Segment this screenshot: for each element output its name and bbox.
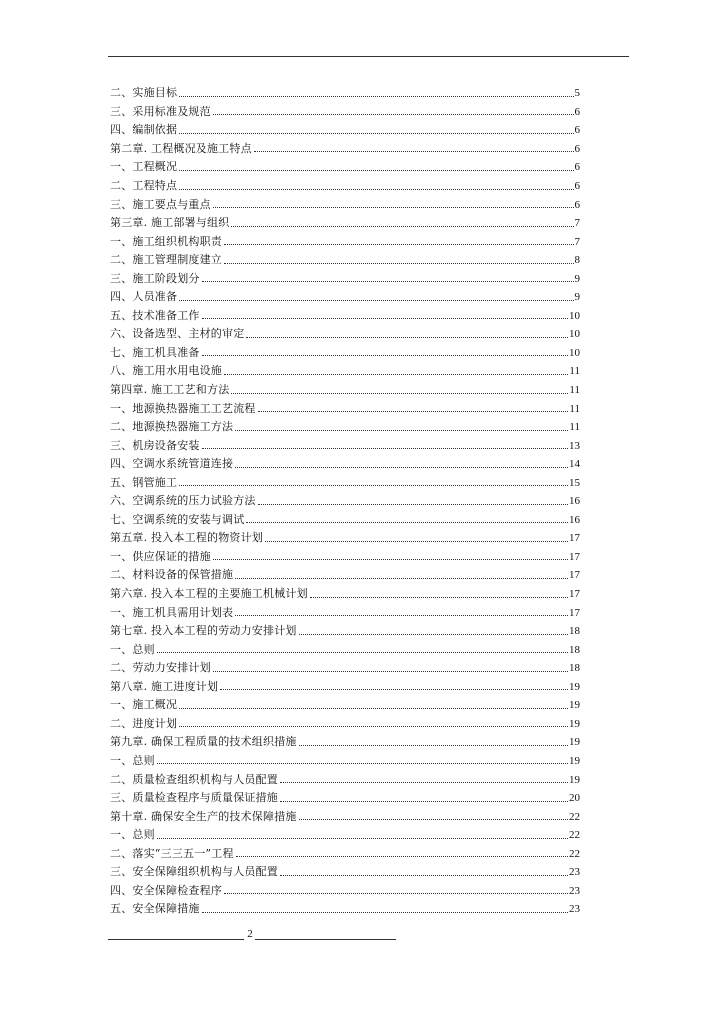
toc-entry[interactable] <box>110 529 580 548</box>
toc-entry-title: 二、进度计划 <box>110 716 178 730</box>
toc-entry-page: 17 <box>569 550 580 563</box>
toc-entry-title: 一、总则 <box>110 753 155 767</box>
toc-dot-leader <box>179 485 568 486</box>
toc-entry-page: 20 <box>569 792 580 805</box>
toc-entry-page: 19 <box>569 717 580 730</box>
toc-entry[interactable] <box>110 103 580 122</box>
toc-entry-page: 7 <box>574 217 580 230</box>
toc-entry-title: 六、空调系统的压力试验方法 <box>110 494 256 508</box>
toc-entry-title: 四、空调水系统管道连接 <box>110 457 234 471</box>
toc-entry-title: 三、采用标准及规范 <box>110 104 211 118</box>
toc-entry-title: 二、质量检查组织机构与人员配置 <box>110 772 278 786</box>
toc-entry-title: 八、施工用水用电设施 <box>110 364 222 378</box>
toc-entry-title: 一、施工组织机构职责 <box>110 234 222 248</box>
toc-entry[interactable] <box>110 715 580 734</box>
toc-dot-leader <box>157 838 568 839</box>
toc-entry-page: 16 <box>569 495 580 508</box>
toc-entry[interactable] <box>110 288 580 307</box>
toc-entry-title: 一、工程概况 <box>110 160 178 174</box>
header-rule <box>108 56 629 57</box>
toc-entry-page: 23 <box>569 903 580 916</box>
toc-entry-page: 6 <box>574 161 580 174</box>
toc-entry-title: 二、劳动力安排计划 <box>110 661 211 675</box>
toc-entry[interactable] <box>110 678 580 697</box>
toc-dot-leader <box>235 467 568 468</box>
footer-rule-left <box>108 939 244 940</box>
toc-entry-title: 二、落实“三三五一”工程 <box>110 846 234 860</box>
toc-entry-page: 11 <box>569 365 580 378</box>
toc-entry-page: 6 <box>574 105 580 118</box>
toc-entry[interactable] <box>110 381 580 400</box>
toc-dot-leader <box>280 782 568 783</box>
toc-entry-page: 11 <box>569 384 580 397</box>
toc-entry[interactable] <box>110 121 580 140</box>
toc-dot-leader <box>224 893 568 894</box>
toc-dot-leader <box>258 411 569 412</box>
toc-entry-page: 10 <box>569 309 580 322</box>
toc-entry-title: 一、施工机具需用计划表 <box>110 605 234 619</box>
toc-entry-page: 22 <box>569 847 580 860</box>
toc-dot-leader <box>202 448 568 449</box>
toc-entry[interactable] <box>110 251 580 270</box>
toc-entry[interactable] <box>110 603 580 622</box>
toc-entry-page: 19 <box>569 773 580 786</box>
toc-entry-title: 第六章. 投入本工程的主要施工机械计划 <box>110 587 308 601</box>
toc-entry-page: 10 <box>569 346 580 359</box>
toc-dot-leader <box>224 244 574 245</box>
toc-entry-title: 三、机房设备安装 <box>110 438 200 452</box>
toc-entry-page: 23 <box>569 866 580 879</box>
toc-entry[interactable] <box>110 492 580 511</box>
toc-entry-page: 23 <box>569 884 580 897</box>
toc-entry[interactable] <box>110 826 580 845</box>
toc-entry[interactable] <box>110 84 580 103</box>
page-number: 2 <box>247 928 253 940</box>
toc-entry-title: 五、技术准备工作 <box>110 308 200 322</box>
toc-entry[interactable] <box>110 585 580 604</box>
toc-entry[interactable] <box>110 399 580 418</box>
toc-entry-title: 七、空调系统的安装与调试 <box>110 512 245 526</box>
toc-entry[interactable] <box>110 640 580 659</box>
toc-entry-title: 三、施工要点与重点 <box>110 197 211 211</box>
toc-entry[interactable] <box>110 232 580 251</box>
toc-entry-page: 17 <box>569 606 580 619</box>
toc-entry-title: 七、施工机具准备 <box>110 345 200 359</box>
toc-entry[interactable] <box>110 473 580 492</box>
toc-entry-title: 第二章. 工程概况及施工特点 <box>110 141 252 155</box>
toc-entry-title: 第十章. 确保安全生产的技术保障措施 <box>110 809 297 823</box>
toc-dot-leader <box>236 856 568 857</box>
toc-dot-leader <box>299 745 568 746</box>
toc-entry-page: 17 <box>569 569 580 582</box>
toc-dot-leader <box>213 671 568 672</box>
toc-dot-leader <box>179 189 573 190</box>
toc-entry[interactable] <box>110 511 580 530</box>
toc-entry[interactable] <box>110 269 580 288</box>
toc-entry[interactable] <box>110 325 580 344</box>
toc-dot-leader <box>235 615 568 616</box>
toc-entry-page: 13 <box>569 439 580 452</box>
toc-dot-leader <box>202 318 568 319</box>
toc-dot-leader <box>157 652 568 653</box>
toc-dot-leader <box>179 133 573 134</box>
toc-entry-title: 一、供应保证的措施 <box>110 549 211 563</box>
toc-dot-leader <box>202 281 574 282</box>
toc-entry-page: 8 <box>574 254 580 267</box>
toc-dot-leader <box>235 430 568 431</box>
toc-entry-title: 第三章. 施工部署与组织 <box>110 216 230 230</box>
toc-entry-page: 6 <box>574 180 580 192</box>
toc-entry-title: 一、地源换热器施工工艺流程 <box>110 401 256 415</box>
toc-entry-title: 三、质量检查程序与质量保证措施 <box>110 791 278 805</box>
toc-entry-title: 四、人员准备 <box>110 290 178 304</box>
toc-dot-leader <box>246 522 568 523</box>
toc-entry[interactable] <box>110 362 580 381</box>
toc-entry-title: 第四章. 施工工艺和方法 <box>110 383 230 397</box>
toc-dot-leader <box>202 355 568 356</box>
toc-entry-page: 6 <box>574 124 580 137</box>
toc-entry-page: 15 <box>569 476 580 489</box>
toc-dot-leader <box>265 541 568 542</box>
toc-entry-title: 四、安全保障检查程序 <box>110 883 222 897</box>
toc-entry-page: 10 <box>569 328 580 341</box>
toc-entry-title: 一、总则 <box>110 828 155 842</box>
toc-entry-page: 16 <box>569 513 580 526</box>
toc-entry[interactable] <box>110 548 580 567</box>
toc-entry-title: 二、施工管理制度建立 <box>110 253 222 267</box>
toc-entry[interactable] <box>110 844 580 863</box>
toc-entry-title: 第八章. 施工进度计划 <box>110 679 219 693</box>
toc-entry-title: 一、施工概况 <box>110 698 178 712</box>
toc-entry[interactable] <box>110 436 580 455</box>
toc-dot-leader <box>220 689 568 690</box>
toc-entry[interactable] <box>110 195 580 214</box>
toc-entry[interactable] <box>110 158 580 177</box>
toc-entry[interactable] <box>110 344 580 363</box>
toc-entry[interactable] <box>110 177 580 196</box>
toc-dot-leader <box>280 801 568 802</box>
toc-entry[interactable] <box>110 770 580 789</box>
toc-dot-leader <box>246 337 568 338</box>
toc-entry[interactable] <box>110 882 580 901</box>
toc-dot-leader <box>179 96 573 97</box>
toc-entry-page: 19 <box>569 699 580 712</box>
toc-entry-page: 17 <box>569 532 580 545</box>
table-of-contents <box>110 84 580 919</box>
toc-dot-leader <box>179 300 573 301</box>
toc-dot-leader <box>202 912 568 913</box>
toc-entry[interactable] <box>110 900 580 919</box>
toc-entry-page: 18 <box>569 662 580 675</box>
toc-entry-title: 第五章. 投入本工程的物资计划 <box>110 531 263 545</box>
toc-entry-page: 17 <box>569 588 580 601</box>
toc-entry-page: 18 <box>569 625 580 638</box>
toc-entry-page: 5 <box>574 87 580 100</box>
toc-entry[interactable] <box>110 418 580 437</box>
toc-entry-page: 11 <box>569 402 580 415</box>
footer-rule-right <box>255 939 396 940</box>
toc-entry-title: 三、安全保障组织机构与人员配置 <box>110 865 278 879</box>
toc-dot-leader <box>224 374 568 375</box>
toc-entry-page: 7 <box>574 235 580 248</box>
toc-dot-leader <box>310 597 568 598</box>
toc-entry-page: 9 <box>574 272 580 285</box>
toc-entry-title: 第九章. 确保工程质量的技术组织措施 <box>110 735 297 749</box>
toc-entry[interactable] <box>110 696 580 715</box>
toc-dot-leader <box>235 578 568 579</box>
toc-dot-leader <box>299 634 568 635</box>
toc-entry-page: 19 <box>569 736 580 749</box>
toc-entry[interactable] <box>110 455 580 474</box>
toc-entry[interactable] <box>110 307 580 326</box>
toc-entry-title: 二、工程特点 <box>110 179 178 192</box>
toc-entry-page: 11 <box>569 421 580 434</box>
toc-dot-leader <box>280 875 568 876</box>
toc-entry[interactable] <box>110 789 580 808</box>
toc-entry[interactable] <box>110 733 580 752</box>
toc-entry[interactable] <box>110 752 580 771</box>
toc-dot-leader <box>179 170 573 171</box>
toc-entry-page: 22 <box>569 810 580 823</box>
page-footer <box>108 928 396 942</box>
toc-dot-leader <box>157 763 568 764</box>
toc-dot-leader <box>224 263 574 264</box>
toc-entry-page: 14 <box>569 458 580 471</box>
toc-entry[interactable] <box>110 566 580 585</box>
toc-entry[interactable] <box>110 807 580 826</box>
toc-entry[interactable] <box>110 214 580 233</box>
toc-dot-leader <box>213 207 574 208</box>
toc-dot-leader <box>231 393 568 394</box>
toc-entry[interactable] <box>110 622 580 641</box>
toc-dot-leader <box>213 559 568 560</box>
toc-entry-page: 6 <box>574 142 580 155</box>
toc-dot-leader <box>254 151 574 152</box>
toc-dot-leader <box>179 708 568 709</box>
toc-dot-leader <box>213 114 574 115</box>
toc-entry-title: 三、施工阶段划分 <box>110 271 200 285</box>
toc-entry-page: 18 <box>569 643 580 656</box>
toc-dot-leader <box>299 819 568 820</box>
toc-entry-title: 五、钢管施工 <box>110 475 178 489</box>
toc-dot-leader <box>179 726 568 727</box>
toc-entry-page: 19 <box>569 754 580 767</box>
toc-entry-title: 五、安全保障措施 <box>110 902 200 916</box>
toc-entry-title: 一、总则 <box>110 642 155 656</box>
toc-entry-page: 6 <box>574 198 580 211</box>
toc-entry-title: 六、设备选型、主材的审定 <box>110 327 245 341</box>
toc-entry-page: 22 <box>569 829 580 842</box>
toc-entry-page: 19 <box>569 680 580 693</box>
toc-entry[interactable] <box>110 659 580 678</box>
toc-dot-leader <box>231 226 573 227</box>
toc-entry-page: 9 <box>574 291 580 304</box>
toc-entry-title: 四、编制依据 <box>110 123 178 137</box>
toc-entry[interactable] <box>110 140 580 159</box>
toc-entry-title: 二、地源换热器施工方法 <box>110 420 234 434</box>
toc-entry-title: 二、实施目标 <box>110 86 178 100</box>
toc-entry-title: 二、材料设备的保管措施 <box>110 568 234 582</box>
toc-dot-leader <box>258 504 568 505</box>
toc-entry[interactable] <box>110 863 580 882</box>
toc-entry-title: 第七章. 投入本工程的劳动力安排计划 <box>110 624 297 638</box>
